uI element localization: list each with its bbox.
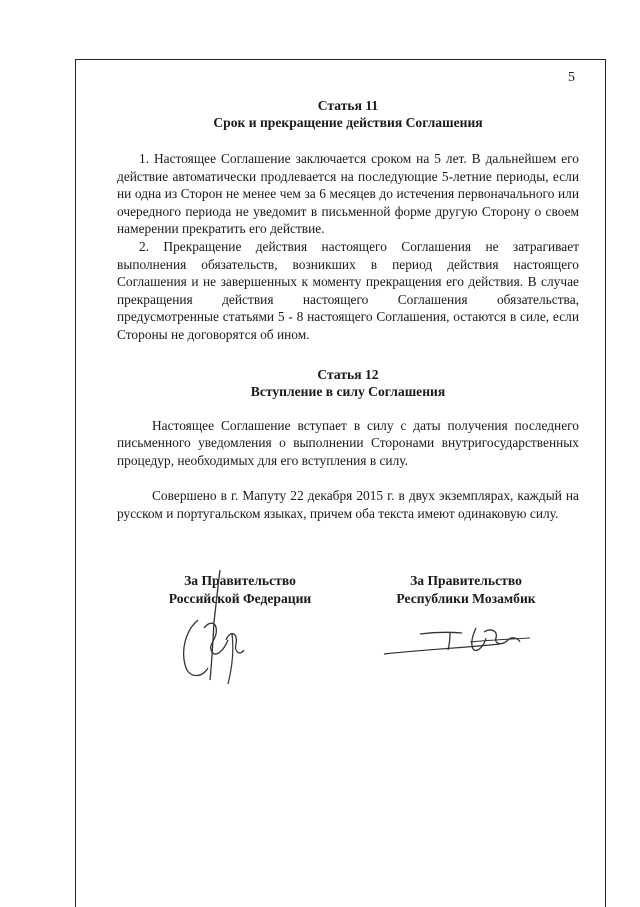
article-11-paragraph-1: 1. Настоящее Соглашение заключается сроком на 5 лет. В дальнейшем его действие автоматически продлевается на последующие 5-летние периоды, если ни одна из Сторон не менее чем за 6 месяцев до истечения первоначального или очередного периода не уведомит в письменной форме другую Сторону о своем намерении прекратить его действие. — [117, 151, 579, 237]
page-number: 5 — [568, 70, 575, 85]
signature-block-mozambique — [366, 572, 566, 608]
signature-right-line2: Республики Мозамбик — [396, 591, 536, 606]
article-12-number: Статья 12 — [317, 366, 379, 382]
article-12-title: Вступление в силу Соглашения — [250, 383, 446, 399]
article-11-number: Статья 11 — [317, 98, 379, 113]
article-11-title: Срок и прекращение действия Соглашения — [213, 115, 483, 130]
closing-paragraph: Совершено в г. Мапуту 22 декабря 2015 г. в двух экземплярах, каждый на русском и португальском языках, причем оба текста имеют одинаковую силу. — [117, 488, 579, 521]
article-12-paragraph: Настоящее Соглашение вступает в силу с даты получения последнего письменного уведомления о выполнении Сторонами внутригосударственных процедур, необходимых для его вступления в силу. — [117, 417, 579, 468]
signature-mozambique-handwritten — [380, 618, 540, 663]
signature-right-line1: За Правительство — [410, 573, 522, 588]
signature-left-line1: За Правительство — [184, 573, 296, 588]
signature-russia-handwritten — [168, 560, 258, 700]
document-body — [117, 97, 579, 523]
signature-left-line2: Российской Федерации — [168, 591, 312, 606]
article-11-paragraph-2: 2. Прекращение действия настоящего Соглашения не затрагивает выполнения обязательств, возникших в период действия настоящего Соглашения и не завершенных к моменту прекращения его действия. В случае прекращения действия настоящего Соглашения обязательства, предусмотренные статьями 5 - 8 настоящего Соглашения, остаются в силе, если Стороны не договорятся об ином. — [117, 238, 579, 342]
